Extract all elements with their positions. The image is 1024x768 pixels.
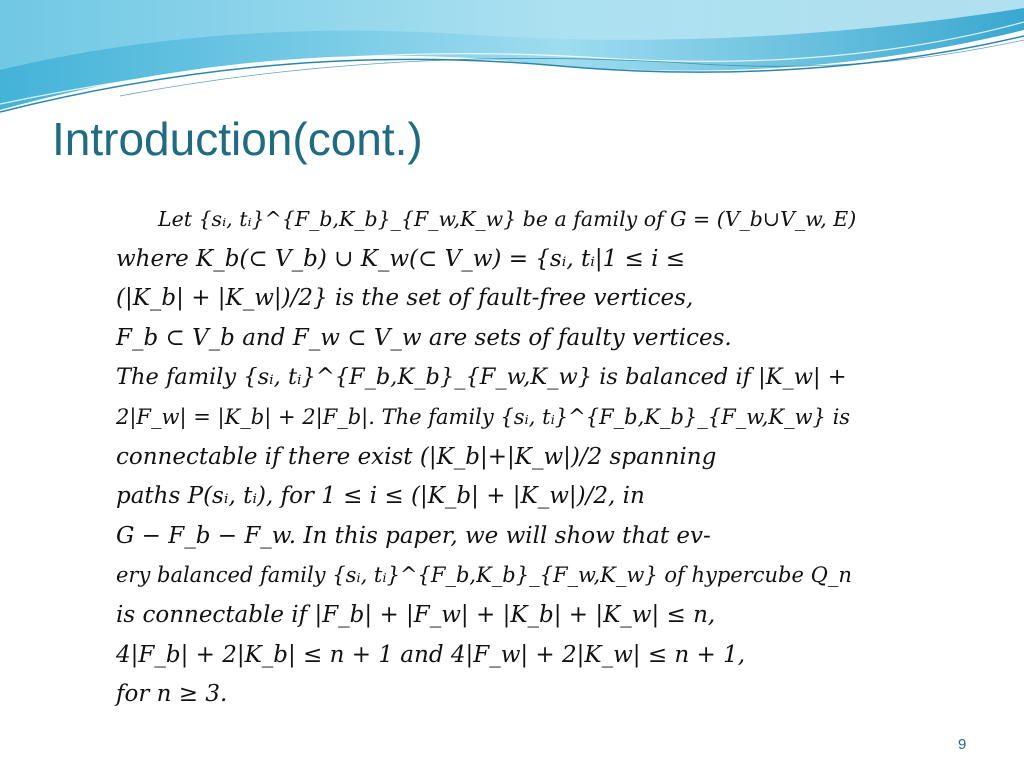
content-text-block bbox=[116, 200, 856, 715]
slide-title: Introduction(cont.) bbox=[52, 113, 423, 165]
content-line: Let {sᵢ, tᵢ}^{F_b,K_b}_{F_w,K_w} be a family of G = (V_b∪V_w, E) bbox=[158, 207, 857, 231]
content-line: where K_b(⊂ V_b) ∪ K_w(⊂ V_w) = {sᵢ, tᵢ|1 ≤ i ≤ bbox=[116, 245, 686, 272]
header-wave-decoration bbox=[0, 0, 1024, 120]
content-line: (|K_b| + |K_w|)/2} is the set of fault-free vertices, bbox=[116, 285, 694, 312]
content-line: 2|F_w| = |K_b| + 2|F_b|. The family {sᵢ, tᵢ}^{F_b,K_b}_{F_w,K_w} is bbox=[116, 404, 851, 429]
content-line: The family {sᵢ, tᵢ}^{F_b,K_b}_{F_w,K_w} is balanced if |K_w| + bbox=[116, 364, 847, 391]
slide-number: 9 bbox=[958, 736, 967, 753]
content-line: F_b ⊂ V_b and F_w ⊂ V_w are sets of faulty vertices. bbox=[116, 324, 732, 351]
content-line: connectable if there exist (|K_b|+|K_w|)/2 spanning bbox=[116, 443, 717, 470]
content-line: 4|F_b| + 2|K_b| ≤ n + 1 and 4|F_w| + 2|K_w| ≤ n + 1, bbox=[116, 641, 746, 668]
content-line: G − F_b − F_w. In this paper, we will show that ev- bbox=[116, 522, 711, 549]
content-line: ery balanced family {sᵢ, tᵢ}^{F_b,K_b}_{F_w,K_w} of hypercube Q_n bbox=[116, 563, 852, 588]
content-line: paths P(sᵢ, tᵢ), for 1 ≤ i ≤ (|K_b| + |K_w|)/2, in bbox=[116, 483, 645, 510]
content-line: is connectable if |F_b| + |F_w| + |K_b| + |K_w| ≤ n, bbox=[116, 601, 716, 628]
content-line: for n ≥ 3. bbox=[116, 681, 228, 708]
